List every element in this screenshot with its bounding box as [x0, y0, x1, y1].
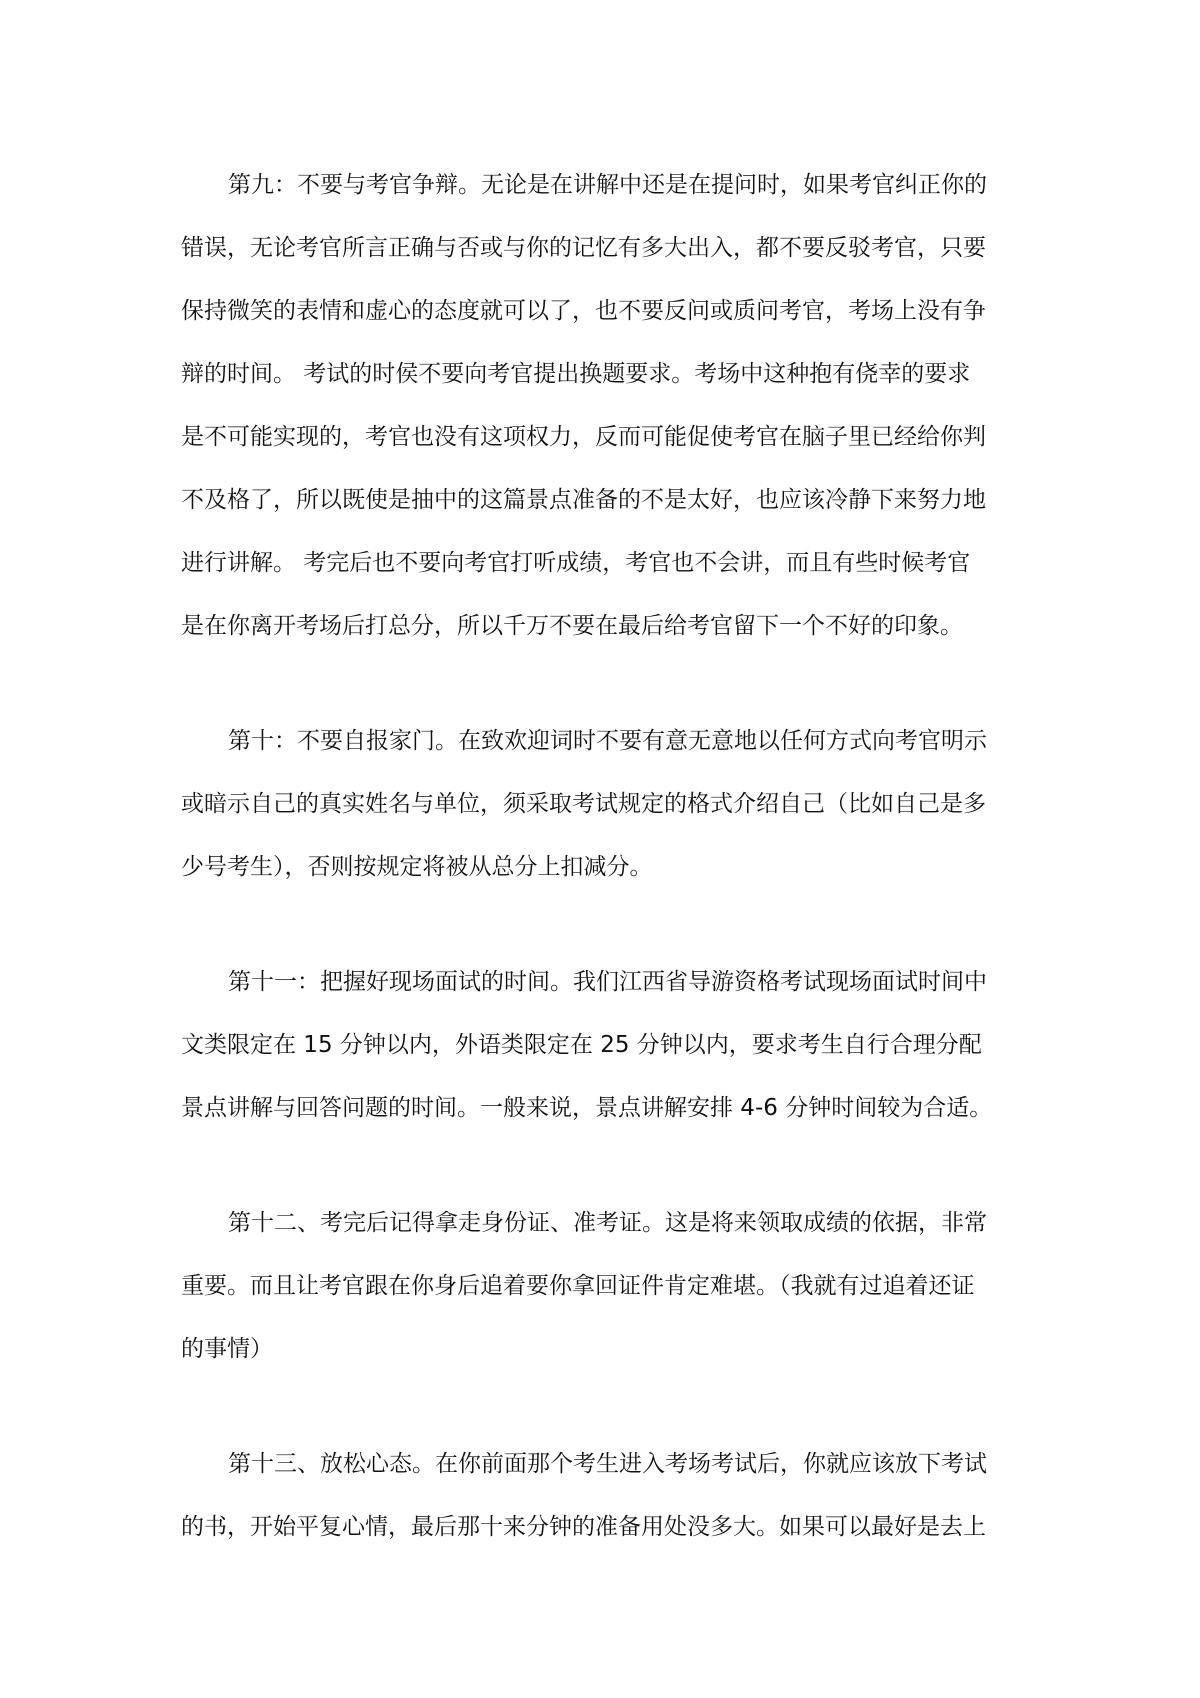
paragraph-rule-12: [181, 1192, 1021, 1381]
text-line: 是在你离开考场后打总分，所以千万不要在最后给考官留下一个不好的印象。: [181, 613, 963, 639]
paragraph-rule-13: [181, 1433, 1021, 1559]
text-line: 少号考生），否则按规定将被从总分上扣减分。: [181, 854, 653, 880]
text-line: 辩的时间。 考试的时侯不要向考官提出换题要求。考场中这种抱有侥幸的要求: [181, 361, 971, 387]
text-line: 的书，开始平复心情，最后那十来分钟的准备用处没多大。如果可以最好是去上: [181, 1514, 986, 1540]
text-line: 第十三、放松心态。在你前面那个考生进入考场考试后，你就应该放下考试: [228, 1451, 987, 1477]
text-line: 不及格了，所以既使是抽中的这篇景点准备的不是太好，也应该冷静下来努力地: [181, 487, 986, 513]
text-line: 错误，无论考官所言正确与否或与你的记忆有多大出入，都不要反驳考官，只要: [181, 235, 986, 261]
paragraph-rule-10: [181, 710, 1021, 899]
text-line: 第十二、考完后记得拿走身份证、准考证。这是将来领取成绩的依据，非常: [228, 1210, 987, 1236]
text-line: 第九：不要与考官争辩。无论是在讲解中还是在提问时，如果考官纠正你的: [228, 172, 987, 198]
text-line: 或暗示自己的真实姓名与单位，须采取考试规定的格式介绍自己（比如自己是多: [181, 791, 986, 817]
text-line: 进行讲解。 考完后也不要向考官打听成绩，考官也不会讲，而且有些时候考官: [181, 550, 971, 576]
text-line: 的事情）: [181, 1336, 273, 1362]
text-line: 景点讲解与回答问题的时间。一般来说，景点讲解安排 4-6 分钟时间较为合适。: [181, 1095, 993, 1121]
text-line: 保持微笑的表情和虚心的态度就可以了，也不要反问或质问考官，考场上没有争: [181, 298, 986, 324]
text-line: 第十一：把握好现场面试的时间。我们江西省导游资格考试现场面试时间中: [228, 969, 987, 995]
text-line: 重要。而且让考官跟在你身后追着要你拿回证件肯定难堪。（我就有过追着还证: [181, 1273, 975, 1299]
text-line: 文类限定在 15 分钟以内，外语类限定在 25 分钟以内，要求考生自行合理分配: [181, 1032, 982, 1058]
paragraph-rule-11: [181, 951, 1021, 1140]
text-line: 第十：不要自报家门。在致欢迎词时不要有意无意地以任何方式向考官明示: [228, 728, 987, 754]
paragraph-rule-9: [181, 154, 1021, 658]
text-line: 是不可能实现的，考官也没有这项权力，反而可能促使考官在脑子里已经给你判: [181, 424, 986, 450]
document-body: [181, 154, 1021, 1611]
